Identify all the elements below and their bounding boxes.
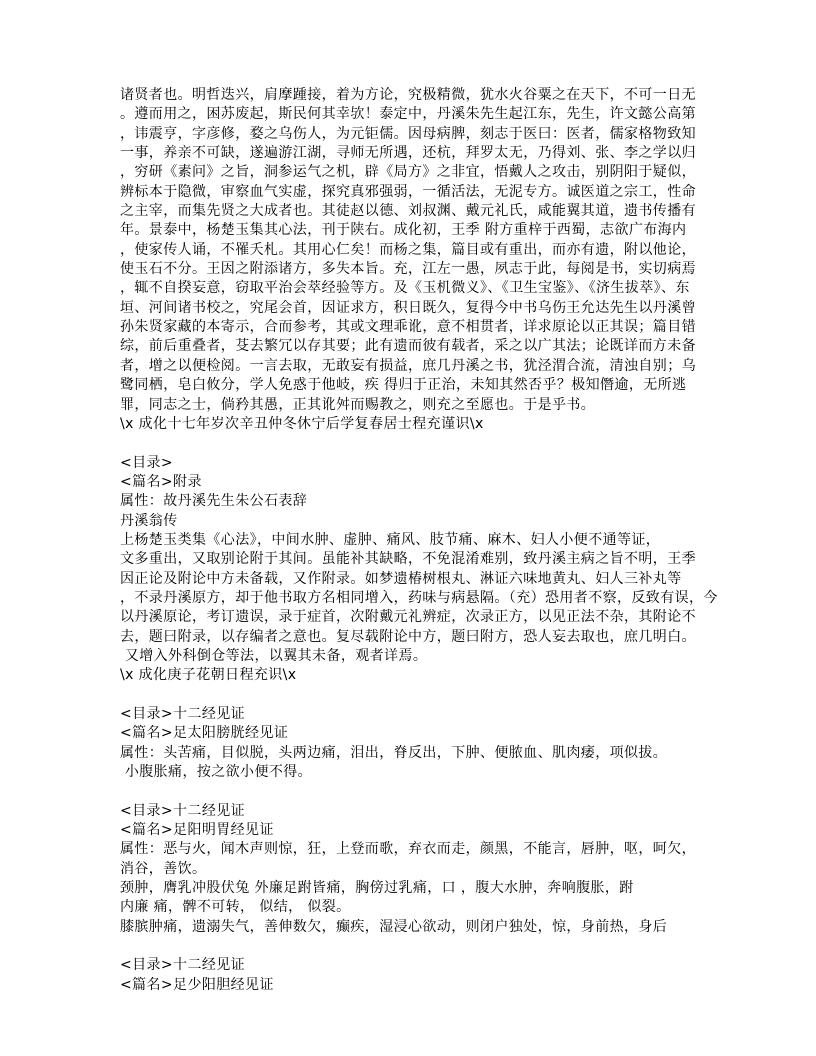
text-line: 垣、河间诸书校之，究尾会首，因证求方，积日既久，复得今中书乌伤王允达先生以丹溪曾	[120, 299, 696, 316]
text-line: 文多重出，又取别论附于其间。虽能补其缺略，不免混淆难别，致丹溪主病之旨不明，王季	[120, 551, 696, 568]
text-line: <篇名>足少阳胆经见证	[120, 976, 274, 993]
text-line: 丹溪翁传	[120, 512, 178, 529]
text-line: ，不录丹溪原方，却于他书取方名相同增入，药味与病悬隔。（充）恐用者不察，反致有误，今	[120, 589, 718, 606]
page-text	[120, 86, 720, 995]
text-line: 膝膑肿痛，遗溺失气，善伸数欠，癫疾，湿浸心欲动，则闭户独处，惊，身前热，身后	[120, 918, 668, 935]
text-line: 属性：恶与火，闻木声则惊，狂，上登而歌，弃衣而走，颜黑，不能言，唇肿，呕，呵欠，	[120, 841, 696, 858]
text-line: ，辄不自揆妄意，窃取平治会萃经验等方。及《玉机微义》、《卫生宝鉴》、《济生拔萃》、东	[120, 280, 690, 297]
text-line: \x 成化十七年岁次辛丑仲冬休宁后学复春居士程充谨识\x	[120, 415, 484, 432]
text-line: 又增入外科倒仓等法，以翼其未备，观者详焉。	[120, 647, 428, 664]
text-line: 辨标本于隐微，审察血气实虚，探究真邪强弱，一循活法，无泥专方。诚医道之宗工，性命	[120, 183, 696, 200]
text-line: 一事，养亲不可缺，遂遍游江湖，寻师无所遇，还杭，拜罗太无，乃得刘、张、李之学以归	[120, 145, 696, 162]
text-line: <目录>十二经见证	[120, 706, 246, 722]
text-line: 使玉石不分。王因之附添诸方，多失本旨。充，江左一愚，夙志于此，每阅是书，实切病焉	[120, 261, 696, 278]
text-line: <目录>	[120, 454, 174, 471]
text-line	[120, 686, 720, 705]
text-line: 年。景泰中，杨楚玉集其心法，刊于陕右。成化初，王季 附方重梓于西蜀，志欲广布海内	[120, 222, 687, 239]
text-line: 颈肿，膺乳冲股伏兔 外廉足跗皆痛，胸傍过乳痛，口 ，腹大水肿，奔响腹胀，跗	[120, 880, 634, 897]
text-line: <篇名>附录	[120, 473, 202, 490]
text-line: 孙朱贤家藏的本寄示，合而参考，其或文理乖讹，意不相贯者，详求原论以正其误；篇目错	[120, 319, 696, 336]
text-line	[120, 937, 720, 956]
text-line: 小腹胀痛，按之欲小便不得。	[120, 764, 313, 781]
text-line: \x 成化庚子花朝日程充识\x	[120, 667, 297, 684]
text-line: 去，题曰附录，以存编者之意也。复尽载附论中方，题曰附方，恐人妄去取也，庶几明白。	[120, 628, 696, 645]
text-line: 属性：故丹溪先生朱公石表辞	[120, 493, 308, 510]
text-line: <目录>十二经见证	[120, 957, 246, 974]
text-line: 内廉 痛，髀不可转， 似结， 似裂。	[120, 899, 351, 916]
text-line: 鹭同栖，皂白攸分，学人免惑于他岐，疾 得归于正治，未知其然否乎？极知僭逾，无所逃	[120, 377, 687, 394]
text-line: 属性：头苦痛，目似脱，头两边痛，泪出，脊反出，下肿、便脓血、肌肉痿，项似拔。	[120, 744, 668, 761]
text-line: 综，前后重叠者，芟去繁冗以存其要；此有遗而彼有载者，采之以广其法；论既详而方未备	[120, 338, 696, 355]
text-line: 上杨楚玉类集《心法》，中间水肿、虚肿、痛风、肢节痛、麻木、妇人小便不通等证，	[120, 531, 661, 548]
text-line: 之主宰，而集先贤之大成者也。其徒赵以德、刘叔渊、戴元礼氏，咸能翼其道，遗书传播有	[120, 203, 696, 220]
text-line: <篇名>足太阳膀胱经见证	[120, 725, 289, 742]
text-line: 诸贤者也。明哲迭兴，肩摩踵接，着为方论，究极精微，犹水火谷粟之在天下，不可一日无	[120, 87, 696, 103]
text-line	[120, 782, 720, 801]
text-line: 。遵而用之，困苏废起，斯民何其幸欤！泰定中，丹溪朱先生起江东，先生，许文懿公高第	[120, 106, 696, 123]
text-line: 者，增之以便检阅。一言去取，无敢妄有损益，庶几丹溪之书，犹泾渭合流，清浊自别；乌	[120, 357, 696, 374]
text-line: 罪，同志之士，倘矜其愚，正其讹舛而赐教之，则充之至愿也。于是乎书。	[120, 396, 596, 413]
text-line: ，穷研《素问》之旨，洞参运气之机，辟《局方》之非宜，悟戴人之攻击，别阴阳于疑似，	[120, 164, 696, 181]
text-line: 因正论及附论中方未备载，又作附录。如梦遗椿树根丸、淋证六味地黄丸、妇人三补丸等	[120, 570, 682, 587]
text-line: <篇名>足阳明胃经见证	[120, 822, 274, 839]
text-line: <目录>十二经见证	[120, 802, 246, 819]
text-line: 消谷，善饮。	[120, 860, 207, 877]
text-line	[120, 434, 720, 453]
text-line: ，讳震亨，字彦修，婺之乌伤人，为元钜儒。因母病脾，刻志于医曰：医者，儒家格物致知	[120, 125, 696, 142]
text-line: ，使家传人诵，不罹夭札。其用心仁矣！而杨之集，篇目或有重出，而亦有遗，附以他论，	[120, 241, 696, 258]
text-line: 以丹溪原论，考订遗误，录于症首，次附戴元礼辨症，次录正方，以见正法不杂，其附论不	[120, 609, 696, 626]
